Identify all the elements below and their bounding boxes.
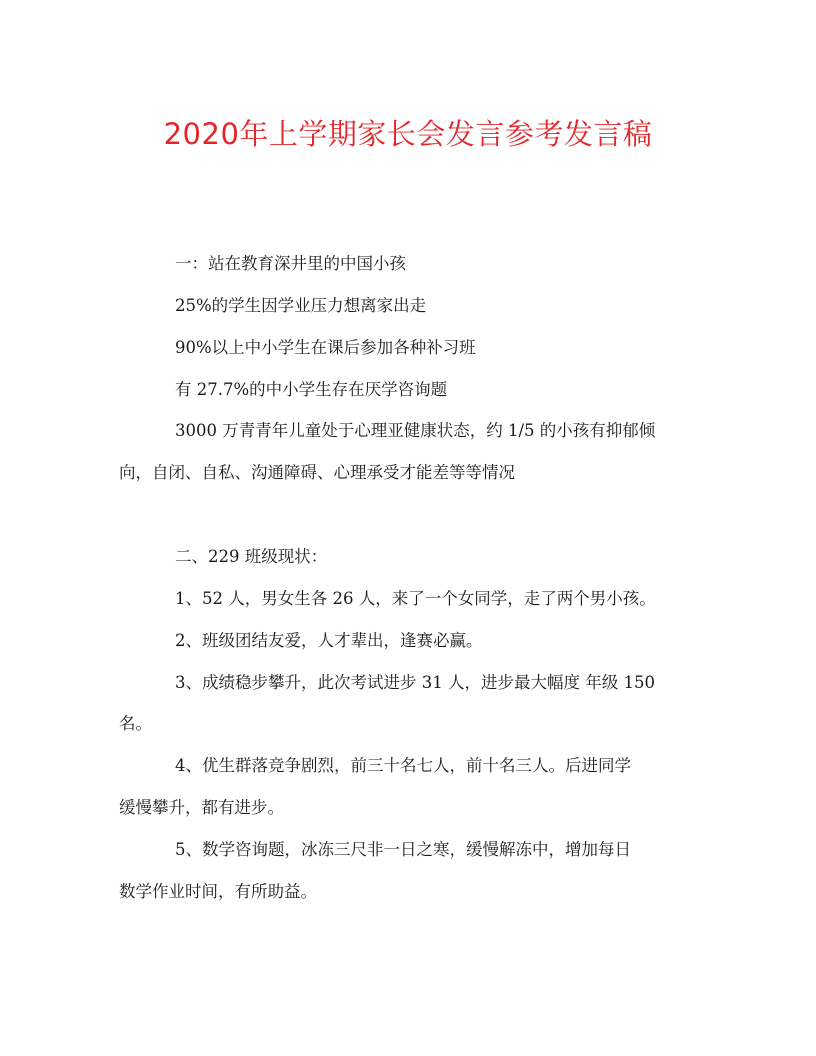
section1-line-3: 有 27.7%的中小学生存在厌学咨询题 [175,380,448,399]
section1-heading: 一：站在教育深井里的中国小孩 [175,254,406,273]
section2-item-4-line-1: 4、优生群落竞争剧烈，前三十名七人，前十名三人。后进同学 [175,756,631,775]
section1-long-para-line-2: 向，自闭、自私、沟通障碍、心理承受才能差等等情况 [119,463,515,482]
section2-item-2: 2、班级团结友爱，人才辈出，逢赛必赢。 [175,631,483,650]
section2-item-3-line-1: 3、成绩稳步攀升，此次考试进步 31 人，进步最大幅度 年级 150 [175,673,655,692]
section2-item-4-line-2: 缓慢攀升，都有进步。 [119,798,284,817]
section2-item-5-line-1: 5、数学咨询题，冰冻三尺非一日之寒，缓慢解冻中，增加每日 [175,840,631,859]
section1-line-1: 25%的学生因学业压力想离家出走 [175,296,427,315]
section1-long-para-line-1: 3000 万青青年儿童处于心理亚健康状态，约 1/5 的小孩有抑郁倾 [175,421,656,440]
section2-item-5-line-2: 数学作业时间，有所助益。 [119,882,317,901]
section1-line-2: 90%以上中小学生在课后参加各种补习班 [175,338,476,357]
document-title: 2020年上学期家长会发言参考发言稿 [163,117,653,151]
section2-item-1: 1、52 人，男女生各 26 人，来了一个女同学，走了两个男小孩。 [175,589,656,608]
section2-item-3-line-2: 名。 [119,714,152,733]
section2-heading: 二、229 班级现状： [175,547,328,566]
